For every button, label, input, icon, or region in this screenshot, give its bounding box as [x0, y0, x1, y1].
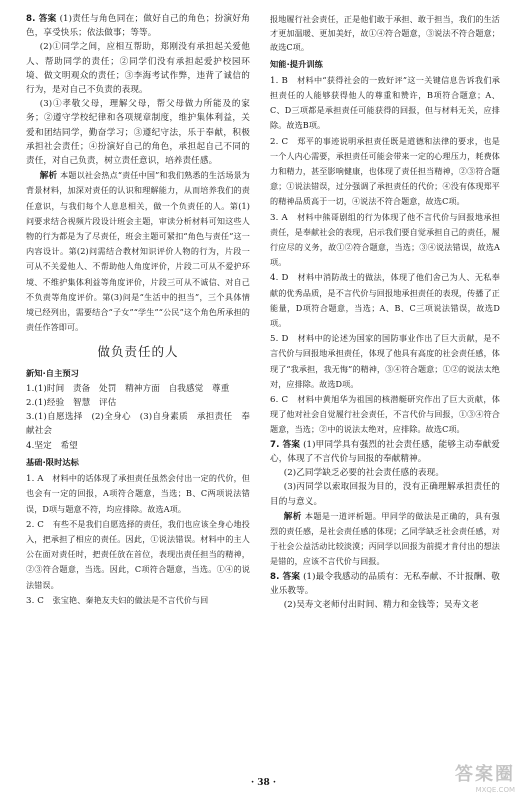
- left-column: [26, 12, 250, 608]
- analysis-text: 材料中熊哥剧组的行为体现了他不言代价与回报地承担责任，是奉献社会的表现，启示我们要自觉承担自己的责任，履行应尽的义务，故①②符合题意，当选；③④说法错误，故选A项。: [270, 211, 500, 268]
- right-column: [270, 12, 500, 612]
- analysis-text: 张宝艳、秦艳友夫妇的做法是不言代价与回: [52, 594, 209, 605]
- answer-label: 8. 答案: [270, 571, 301, 582]
- watermark-logo: [455, 760, 515, 794]
- answer-label: 8. 答案: [26, 14, 57, 24]
- analysis-text: 有些不是我们自愿选择的责任，我们也应该全身心地投入，把承担了相应的责任。因此，①说法错误。材料中的主人公在面对责任时，把责任放在首位，表现出责任担当的精神，②③符合题意，当选。因此，C项符合题意，当选。①④的说法错误。: [26, 518, 250, 590]
- answer-text: (2)吴寿文老师付出时间、精力和金钱等；吴寿文老: [283, 599, 479, 610]
- answer-text: (1)责任与角色同在；做好自己的角色；扮演好角色，享受快乐；依法做事；等等。: [26, 14, 250, 39]
- preview-answer: 1.(1)时间 责备 处罚 精神方面 自我感觉 尊重: [26, 383, 230, 394]
- preview-answer: 4.坚定 希望: [26, 440, 78, 451]
- question-answer: 5. D: [270, 334, 289, 345]
- subsection-heading: 知能·提升训练: [270, 58, 323, 69]
- page-number: · 38 ·: [250, 778, 277, 788]
- preview-answer: 2.(1)经验 智慧 评估: [26, 398, 117, 409]
- subsection-heading: 基础·限时达标: [26, 456, 79, 467]
- watermark-url: MXQE.COM: [475, 786, 515, 794]
- answer-label: 7. 答案: [270, 439, 301, 450]
- analysis-text: 材料中黄旭华为祖国的核潜艇研究作出了巨大贡献，体现了他对社会自觉履行社会责任，不言代价与回报，①③④符合题意，当选；②中的说法太绝对，应排除。故选C项。: [270, 394, 500, 435]
- answer-text: (3)丙同学以索取回报为目的，没有正确理解承担责任的目的与意义。: [270, 482, 500, 507]
- analysis-text: 本题是一道评析题。甲同学的做法是正确的，具有强烈的责任感，是社会责任感的体现；乙同学缺乏社会责任感，对于社会公益活动比较淡漠；丙同学以回报为前提才肯付出的想法是错的，应该不言代价与回报。: [270, 510, 500, 567]
- question-answer: 2. C: [26, 519, 44, 530]
- watermark-text: 答案圈: [455, 764, 515, 785]
- analysis-text: 报地履行社会责任，正是他们敢于承担、敢于担当，我们的生活才更加温暖、更加美好，故①④符合题意，③说法不符合题意；故选C项。: [270, 14, 500, 53]
- section-title: 做负责任的人: [97, 344, 179, 360]
- analysis-text: 郑平的事迹说明承担责任既是道德和法律的要求，也是一个人内心需要，承担责任可能会带来一定的心理压力，耗费体力和精力，甚至影响健康，也体现了责任担当精神，②③符合题意；①说法错误，过分强调了承担责任的代价；④没有体现郑平的精神品质高于一切，④说法不符合题意，故选C项。: [270, 135, 500, 207]
- subsection-heading: 新知·自主预习: [26, 367, 79, 378]
- analysis-text: 材料中的论述为国家的国防事业作出了巨大贡献，是不言代价与回报地承担责任，体现了他具有高度的社会责任感，体现了“我承担，我无悔”的精神，③④符合题意；①②的说法太绝对，应排除。故选D项。: [270, 333, 500, 389]
- analysis-text: 材料中的话体现了承担责任虽然会付出一定的代价，但也会有一定的回报，A项符合题意，当选；B、C两项说法错误，D项与题意不符，均应排除。故选A项。: [26, 473, 250, 514]
- analysis-text: 材料中“获得社会的一致好评”这一关键信息告诉我们承担责任的人能够获得他人的尊重和赞许，B项符合题意；A、C、D三项都是承担责任可能获得的回报，但与材料无关，应排除。故选B项。: [270, 74, 501, 131]
- question-answer: 2. C: [270, 136, 289, 147]
- answer-text: (1)甲同学具有强烈的社会责任感，能够主动奉献爱心，体现了不言代价与回报的奉献精神。: [270, 439, 500, 464]
- answer-text: (3)①孝敬父母，理解父母，帮父母做力所能及的家务；②遵守学校纪律和各项规章制度，维护集体利益，关爱和团结同学，勤奋学习；③遵纪守法，乐于奉献，积极承担社会责任；④扮演好自己的角色，承担起自己不同的责任，对自己负责，树立责任意识，培养责任感。: [26, 99, 250, 167]
- question-answer: 3. A: [270, 212, 288, 223]
- analysis-label: 解析: [283, 511, 302, 522]
- question-answer: 3. C: [26, 595, 44, 606]
- question-answer: 4. D: [270, 273, 289, 284]
- question-answer: 1. B: [270, 75, 288, 86]
- answer-text: (2)①同学之间，应相互帮助，郑刚没有承担起关爱他人、帮助同学的责任；②同学们没有承担起爱护校园环境、做文明观众的责任；③李海考试作弊，违背了诚信的行为，是对自己不负责的表现。: [26, 42, 250, 96]
- question-answer: 6. C: [270, 395, 289, 406]
- answer-text: (1)最令我感动的品质有：无私奉献、不计报酬、敬业乐教等。: [270, 571, 500, 596]
- answer-text: (2)乙同学缺乏必要的社会责任感的表现。: [283, 468, 445, 479]
- analysis-label: 解析: [39, 171, 58, 182]
- preview-answer: 3.(1)自愿选择 (2)全身心 (3)自身素质 承担责任 奉献社会: [26, 412, 250, 437]
- question-answer: 1. A: [26, 474, 44, 485]
- analysis-text: 本题以社会热点“责任中国”和我们熟悉的生活场景为背景材料，加深对责任的认识和理解能力，从而培养我们的责任意识，与我们每个人息息相关，做一个负责任的人。第(1)问要求结合视频片段设计班会主题，审读分析材料可知这些人物的行为都是为了尽责任，班会主题可紧扣“角色与责任”这一内容设计。第(2)问需结合教材知识评价人物的行为，片段一可从不关爱他人、不帮助他人角度评价，片段二可从不爱护环境、不维护集体利益等角度评价，片段三可从不诚信、对自己不负责等角度评价。第(3)问是“生活中的担当”，三个具体情境已经列出，需要结合“子女”“学生”“公民”这个角色所承担的责任作答即可。: [26, 170, 251, 333]
- analysis-text: 材料中消防战士的做法，体现了他们舍己为人、无私奉献的优秀品质，是不言代价与回报地承担责任的表现，传播了正能量，D项符合题意，当选；A、B、C三项说法错误，故选D项。: [270, 272, 500, 329]
